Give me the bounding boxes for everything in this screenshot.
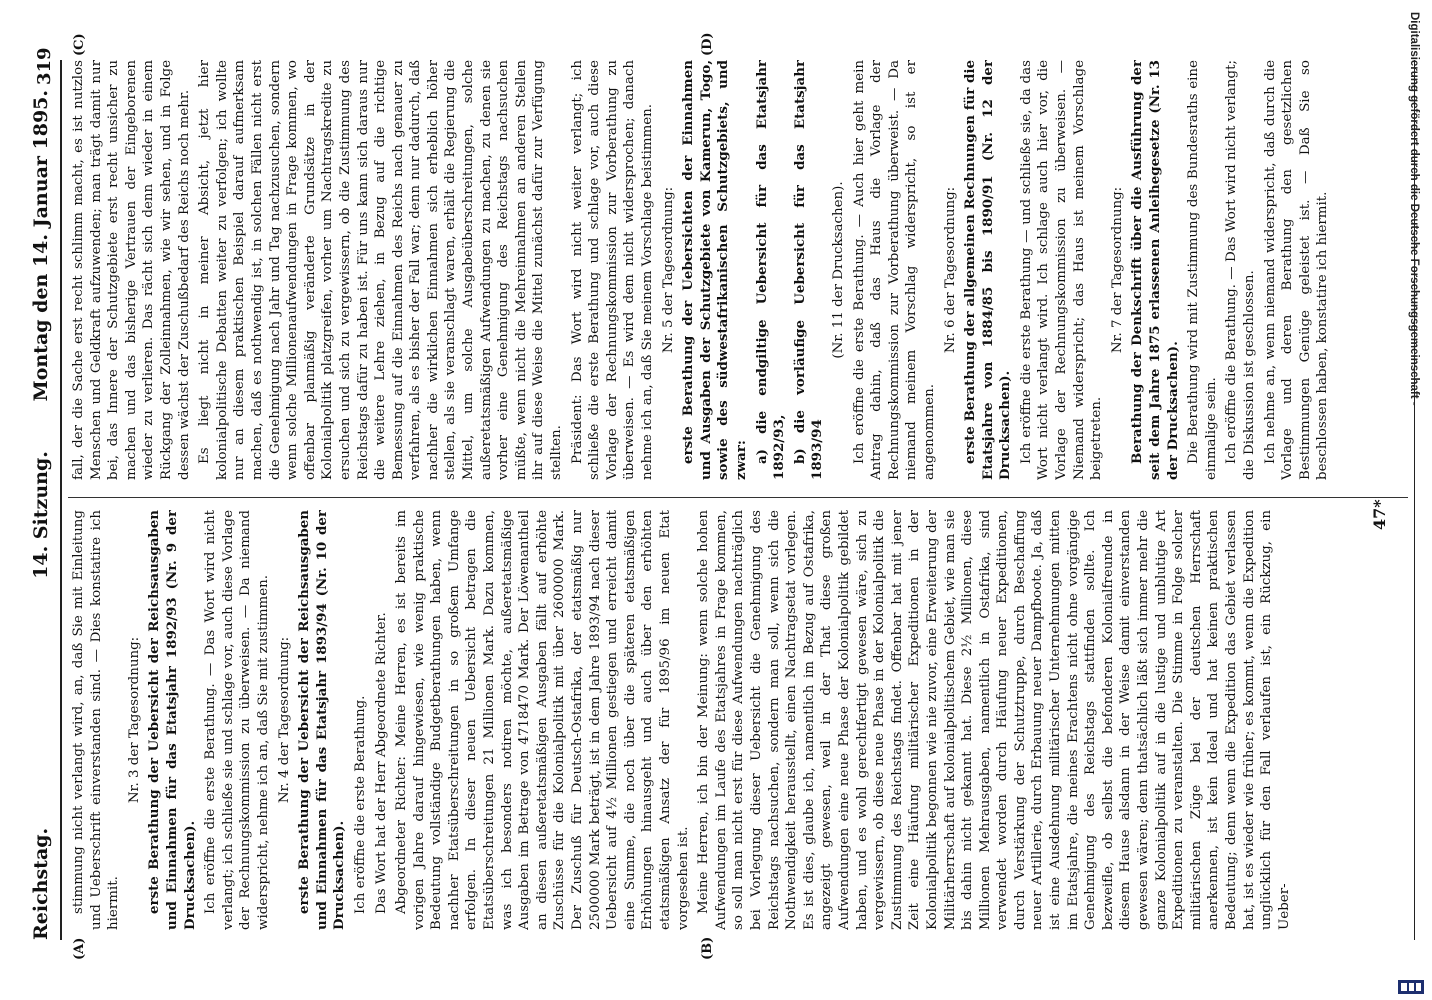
column-divider xyxy=(68,497,1408,498)
paragraph: a) die endgiltige Uebersicht für das Etatsjahr 1892/93, xyxy=(753,60,788,480)
paragraph: Das Wort hat der Herr Abgeordnete Richter. xyxy=(373,612,389,914)
header-right: Montag den 14. Januar 1895. xyxy=(30,90,52,402)
paragraph: stimmung nicht verlangt wird, an, daß Sie mit Einleitung und Ueberschrift einverstanden sind. — Dies konstatire ich hiermit. xyxy=(71,510,122,930)
left-column xyxy=(70,510,1406,930)
paragraph: Berathung der Denkschrift über die Ausführung der seit dem Jahre 1875 erlassenen Anleihegesetze (Nr. 13 der Drucksachen). xyxy=(1129,60,1181,480)
margin-marker-b: (B) xyxy=(700,936,715,960)
agenda-item: Nr. 3 der Tagesordnung: xyxy=(126,636,142,804)
margin-marker-d: (D) xyxy=(700,32,715,56)
margin-marker-c: (C) xyxy=(72,33,87,56)
header-rule xyxy=(60,60,62,940)
header-left: Reichstag. xyxy=(30,827,52,940)
margin-marker-a: (A) xyxy=(72,937,87,960)
paragraph: Ich nehme an, wenn niemand widerspricht, daß durch die Vorlage und deren Berathung den gesetzlichen Bestimmungen Genüge geleistet ist. — Daß Sie so beschlossen haben, konstatire ich hiermit. xyxy=(1262,60,1331,480)
dfg-logo-icon xyxy=(1392,980,1432,1000)
agenda-item: Nr. 4 der Tagesordnung: xyxy=(276,636,292,804)
agenda-item: Nr. 7 der Tagesordnung: xyxy=(1109,186,1125,354)
paragraph: Die Berathung wird mit Zustimmung des Bundesraths eine einmalige sein. xyxy=(1186,60,1219,480)
page-number: 319 xyxy=(34,47,55,85)
page-header xyxy=(30,90,54,940)
digitization-note xyxy=(1406,12,1426,992)
paragraph: Meine Herren, ich bin der Meinung: wenn solche hohen Aufwendungen im Laufe des Etatsjahres in Frage kommen, so soll man nicht erst für diese Aufwendungen nachträglich bei Vorlegung dieser Uebersicht die Genehmigung des Reichstags nachsuchen, sondern man soll, wenn sich die Nothwendigkeit herausstellt, einen Nachtragsetat vorlegen. Es ist dies, glaube ich, namentlich im Bezug auf Ostafrika, angezeigt gewesen, weil in der That diese großen Aufwendungen eine neue Phase der Kolonialpolitik gebildet haben, und es wohl gerechtfertigt gewesen wäre, sich zu vergewissern, ob diese neue Phase in der Kolonialpolitik die Zustimmung des Reichstags findet. Offenbar hat mit jener Zeit eine Häufung militärischer Expeditionen in der Kolonialpolitik begonnen wie nie zuvor, eine Erweiterung der Militärherrschaft auf kolonialpolitischem Gebiet, wie man sie bis dahin nicht gekannt hat. Diese 2½ Millionen, diese Millionen Mehrausgaben, namentlich in Ostafrika, sind verwendet worden durch Häufung neuer Expeditionen, durch Verstärkung der Schutztruppe, durch Beschaffung neuer Artillerie, durch Erbauung neuer Dampfboote. Ja, daß ist eine Ausdehnung militärischer Unternehmungen mitten im Etatsjahre, die meines Erachtens nicht ohne vorgängige Genehmigung des Reichstags stattfinden sollte. Ich bezweifle, ob selbst die befonderen Kolonialfreunde in diesem Hause alsdann in der Weise damit einverstanden gewesen wären; denn thatsächlich läßt sich immer mehr die ganze Kolonialpolitik auf in die lustige und unblutige Art Expeditionen zu veranstalten. Die Stimme in Folge solcher militärischen Züge bei der deutschen Herrschaft anerkennen, ist kein Ideal und hat keinen praktischen Bedeutung; denn wenn die Expedition das Gebiet verlassen hat, ist es wieder wie früher; es kommt, wenn die Expedition unglücklich für den Fall verlaufen ist, ein Rückzug, ein Ueber- xyxy=(696,510,1292,930)
agenda-item: Nr. 5 der Tagesordnung: xyxy=(660,186,676,354)
footer-signature-mark: 47* xyxy=(1370,499,1389,530)
paragraph: Ich eröffne die erste Berathung — und schließe sie, da das Wort nicht verlangt wird. Ich schlage auch hier vor, die Vorlage der Rechnungskommission zu überweisen. — Niemand widerspricht; das Haus ist meinem Vorschlage beigetreten. xyxy=(1018,60,1105,480)
paragraph: Es liegt nicht in meiner Absicht, jetzt hier kolonialpolitische Debatten weiter zu verfolgen; ich wollte nur an diesem praktischen Beispiel darauf aufmerksam machen, daß es nothwendig ist, in solchen Fällen nicht erst die Genehmigung nach Jahr und Tag nachzusuchen, sondern wenn solche Millionenaufwendungen in Frage kommen, wo offenbar planmäßig veränderte Grundsätze in der Kolonialpolitik platzgreifen, vorher um Nachtragskredite zu ersuchen und sich zu vergewissern, ob die Zustimmung des Reichstags dafür zu haben ist. Für uns kann sich daraus nur die weitere Lehre ziehen, in Bezug auf die richtige Bemessung auf die Einnahmen des Reichs nach genauer zu verfahren, als es bisher der Fall war; denn nur dadurch, daß nachher die wirklichen Einnahmen sich erheblich höher stellen, als sie veranschlagt waren, erhält die Regierung die Mittel, um solche Ausgabeüberschreitungen, solche außeretatsmäßigen Aufwendungen zu machen, zu denen sie vorher eine Genehmigung des Reichstags nachsuchen müßte, wenn nicht die Mehreinnahmen an anderen Stellen ihr auf diese Weise die Mittel zunächst dafür zur Verfügung stellten. xyxy=(197,60,565,480)
paragraph: Ich eröffne die erste Berathung. xyxy=(352,695,368,914)
right-column xyxy=(70,60,1406,480)
paragraph: erste Berathung der Uebersichten der Einnahmen und Ausgaben der Schutzgebiete von Kamerun, Togo, sowie des südwestafrikanischen Schutzgebiets, und zwar: xyxy=(680,60,749,480)
paragraph: erste Berathung der allgemeinen Rechnungen für die Etatsjahre von 1884/85 bis 1890/91 (Nr. 12 der Drucksachen). xyxy=(962,60,1014,480)
header-center: 14. Sitzung. xyxy=(30,451,52,579)
paragraph: Ich eröffne die Berathung. — Das Wort wird nicht verlangt; die Diskussion ist geschlossen. xyxy=(1224,60,1257,480)
paragraph: Ich eröffne die erste Berathung. — Das Wort wird nicht verlangt; ich schließe sie und schlage vor, auch diese Vorlage der Rechnungskommission zu überweisen. — Da niemand widerspricht, nehme ich an, daß Sie mit zustimmen. xyxy=(203,510,271,930)
paragraph: Abgeordneter Richter: Meine Herren, es ist bereits im vorigen Jahre darauf hingewiesen, wie wenig praktische Bedeutung vollständige Budgetberathungen haben, wenn nachher Etatsüberschreitungen in so großem Umfange erfolgen. In dieser neuen Uebersicht betragen die Etatsüberschreitungen 21 Millionen Mark. Dazu kommen, was ich besonders notiren möchte, außeretatsmäßige Ausgaben im Betrage von 4718470 Mark. Der Löwenantheil an diesen außeretatsmäßigen Ausgaben fällt auf erhöhte Zuschüsse für die Kolonialpolitik mit über 2600000 Mark. Der Zuschuß für Deutsch-Ostafrika, der etatsmäßig nur 2500000 Mark beträgt, ist in dem Jahre 1893/94 nach dieser Uebersicht auf 4½ Millionen gestiegen und erreicht damit eine Summe, die noch über die späteren etatsmäßigen Erhöhungen hinausgeht und auch über den erhöhten etatsmäßigen Ansatz der für 1895/96 im neuen Etat vorgesehen ist. xyxy=(394,510,691,930)
paragraph: Ich eröffne die erste Berathung. — Auch hier geht mein Antrag dahin, daß das Haus die Vorlage der Rechnungskommission zur Vorberathung überweist. — Da niemand meinem Vorschlag widerspricht, so ist er angenommen. xyxy=(851,60,937,480)
paragraph: Präsident: Das Wort wird nicht weiter verlangt; ich schließe die erste Berathung und schlage vor, auch diese Vorlage der Rechnungskommission zur Vorberathung zu überweisen. — Es wird dem nicht widersprochen; danach nehme ich an, daß Sie meinem Vorschlage beistimmen. xyxy=(569,60,655,480)
digitization-note-text: Digitalisierung gefördert durch die Deutsche Forschungsgemeinschaft - xyxy=(1408,12,1420,406)
paragraph: erste Berathung der Uebersicht der Reichsausgaben und Einnahmen für das Etatsjahr 1892/93 (Nr. 9 der Drucksachen). xyxy=(146,510,198,930)
paragraph: b) die vorläufige Uebersicht für das Etatsjahr 1893/94 xyxy=(791,60,826,480)
paragraph: (Nr. 11 der Drucksachen). xyxy=(830,181,846,359)
paragraph: erste Berathung der Uebersicht der Reichsausgaben und Einnahmen für das Etatsjahr 1893/94 (Nr. 10 der Drucksachen). xyxy=(296,510,348,930)
agenda-item: Nr. 6 der Tagesordnung: xyxy=(942,186,958,354)
paragraph: fall, der die Sache erst recht schlimm macht, es ist nutzlos Menschen und Geldkraft aufzuwenden; man trägt damit nur bei, das Innere der Schutzgebiete erst recht unsicher zu machen und das bisherige Vertrauen der Eingeborenen wieder zu verlieren. Das rächt sich denn wieder in einem Rückgang der Zolleinnahmen, wie wir sehen, und in Folge dessen wächst der Zuschußbedarf des Reichs noch mehr. xyxy=(71,60,192,480)
